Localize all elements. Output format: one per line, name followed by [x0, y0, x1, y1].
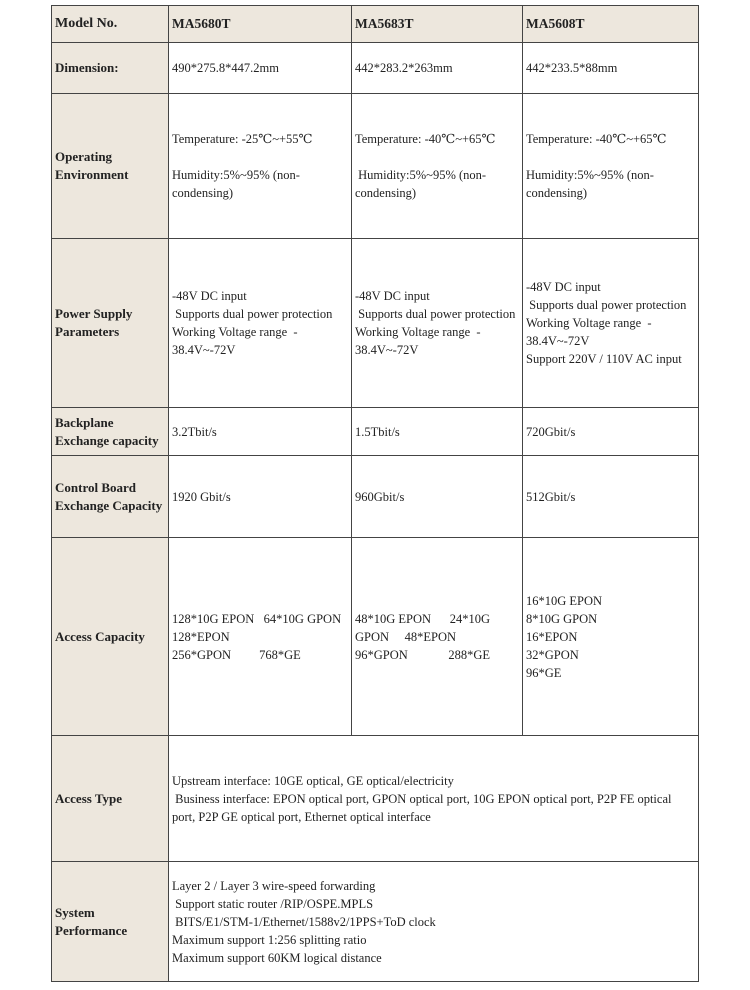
access-type-label: Access Type: [52, 736, 169, 862]
control-row: [52, 456, 699, 538]
header-ma5608t: MA5608T: [523, 6, 699, 43]
control-ma5683t: 960Gbit/s: [352, 456, 523, 538]
control-ma5608t: 512Gbit/s: [523, 456, 699, 538]
system-text: Layer 2 / Layer 3 wire-speed forwarding Support static router /RIP/OSPE.MPLS BITS/E1/STM-1/Ethernet/1588v2/1PPS+ToD clock Maximum support 1:256 splitting ratio Maximum support 60KM logical distance: [169, 862, 699, 982]
dimension-ma5683t: 442*283.2*263mm: [352, 43, 523, 94]
access-type-row: [52, 736, 699, 862]
dimension-row: [52, 43, 699, 94]
control-ma5680t: 1920 Gbit/s: [169, 456, 352, 538]
operating-ma5680t: [169, 94, 352, 239]
header-model-no: Model No.: [52, 6, 169, 43]
control-label: Control Board Exchange Capacity: [52, 456, 169, 538]
backplane-ma5680t: 3.2Tbit/s: [169, 408, 352, 456]
operating-label: Operating Environment: [52, 94, 169, 239]
dimension-label: Dimension:: [52, 43, 169, 94]
operating-temp-ma5608t: Temperature: -40℃~+65℃: [526, 132, 667, 146]
system-row: [52, 862, 699, 982]
access-capacity-ma5608t: 16*10G EPON 8*10G GPON 16*EPON 32*GPON 96*GE: [523, 538, 699, 736]
backplane-ma5683t: 1.5Tbit/s: [352, 408, 523, 456]
header-row: [52, 6, 699, 43]
operating-row: [52, 94, 699, 239]
backplane-row: [52, 408, 699, 456]
power-ma5608t: -48V DC input Supports dual power protection Working Voltage range - 38.4V~-72V Support 220V / 110V AC input: [523, 239, 699, 408]
operating-humidity-ma5680t: Humidity:5%~95% (non-condensing): [172, 168, 300, 200]
operating-ma5608t: [523, 94, 699, 239]
operating-humidity-ma5608t: Humidity:5%~95% (non-condensing): [526, 168, 654, 200]
operating-temp-ma5683t: Temperature: -40℃~+65℃: [355, 132, 496, 146]
header-ma5680t: MA5680T: [169, 6, 352, 43]
dimension-ma5680t: 490*275.8*447.2mm: [169, 43, 352, 94]
power-row: [52, 239, 699, 408]
operating-humidity-ma5683t: Humidity:5%~95% (non-condensing): [355, 168, 487, 200]
access-capacity-ma5680t: 128*10G EPON 64*10G GPON 128*EPON 256*GPON 768*GE: [169, 538, 352, 736]
access-capacity-ma5683t: 48*10G EPON 24*10G GPON 48*EPON 96*GPON 288*GE: [352, 538, 523, 736]
power-ma5683t: -48V DC input Supports dual power protection Working Voltage range - 38.4V~-72V: [352, 239, 523, 408]
backplane-label: Backplane Exchange capacity: [52, 408, 169, 456]
operating-temp-ma5680t: Temperature: -25℃~+55℃: [172, 132, 313, 146]
access-capacity-label: Access Capacity: [52, 538, 169, 736]
system-label: System Performance: [52, 862, 169, 982]
spec-table: [51, 5, 699, 982]
dimension-ma5608t: 442*233.5*88mm: [523, 43, 699, 94]
backplane-ma5608t: 720Gbit/s: [523, 408, 699, 456]
access-type-text: Upstream interface: 10GE optical, GE optical/electricity Business interface: EPON optical port, GPON optical port, 10G EPON optical port, P2P FE optical port, P2P GE optical port, Ethernet optical interface: [169, 736, 699, 862]
operating-ma5683t: [352, 94, 523, 239]
header-ma5683t: MA5683T: [352, 6, 523, 43]
power-ma5680t: -48V DC input Supports dual power protection Working Voltage range - 38.4V~-72V: [169, 239, 352, 408]
power-label: Power Supply Parameters: [52, 239, 169, 408]
access-capacity-row: [52, 538, 699, 736]
